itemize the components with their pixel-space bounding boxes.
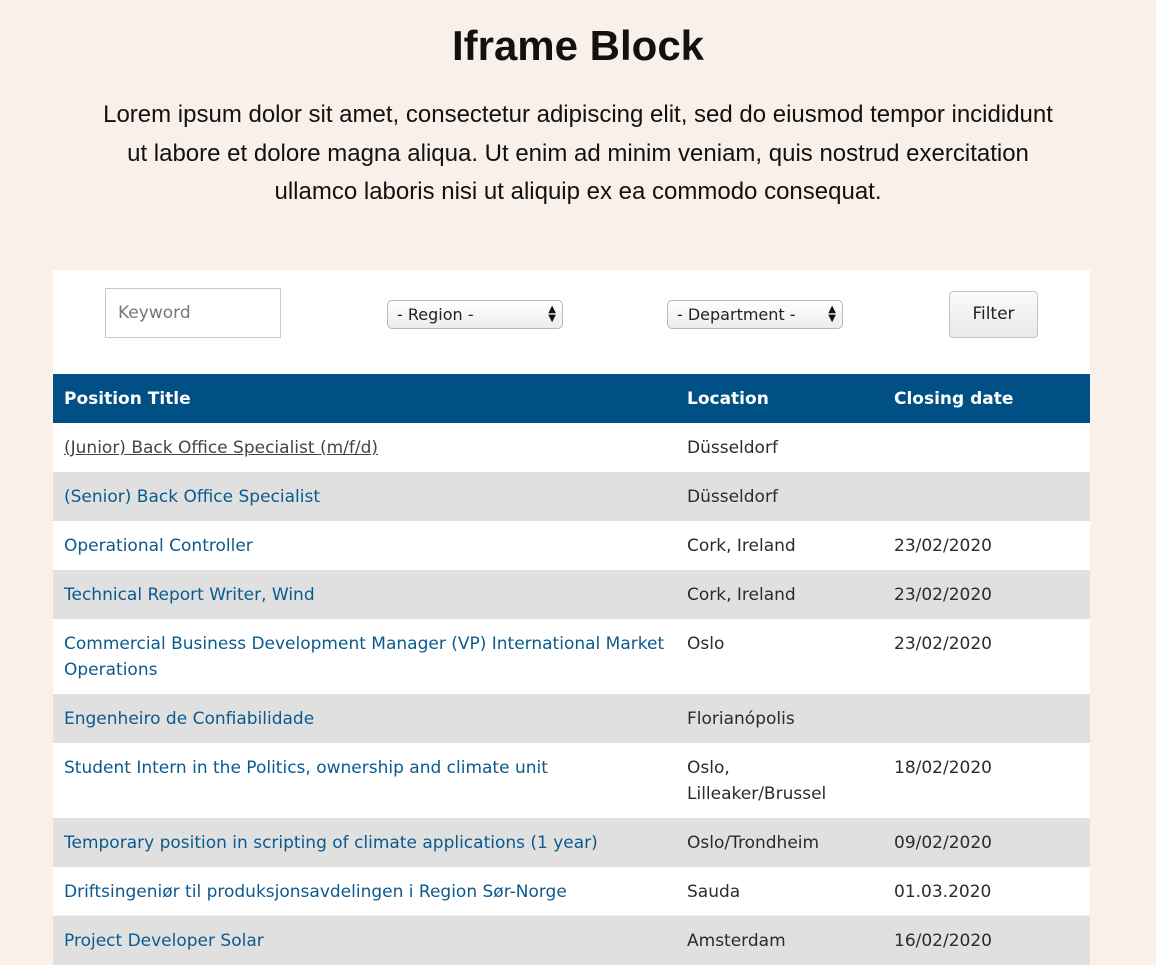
closing-date-cell (883, 423, 1090, 472)
table-row (53, 867, 1090, 916)
position-title-link[interactable]: Driftsingeniør til produksjonsavdelingen i Region Sør-Norge (64, 882, 567, 902)
intro-paragraph: Lorem ipsum dolor sit amet, consectetur adipiscing elit, sed do eiusmod tempor incididunt ut labore et dolore magna aliqua. Ut enim ad minim veniam, quis nostrud exercitation ullamco laboris nisi ut aliquip ex ea commodo consequat. (103, 101, 1053, 205)
position-title-cell (53, 423, 676, 472)
position-title-cell (53, 818, 676, 867)
position-title-cell (53, 867, 676, 916)
closing-date-cell: 23/02/2020 (894, 634, 992, 654)
position-title-link[interactable]: Operational Controller (64, 536, 253, 556)
closing-date-cell (883, 472, 1090, 521)
position-title-cell (53, 743, 676, 818)
table-row (53, 916, 1090, 965)
table-row (53, 818, 1090, 867)
department-select[interactable] (667, 300, 843, 329)
table-row (53, 743, 1090, 818)
table-row (53, 570, 1090, 619)
location-cell: Amsterdam (687, 931, 786, 951)
position-title-link[interactable]: (Junior) Back Office Specialist (m/f/d) (64, 438, 379, 458)
location-cell: Cork, Ireland (687, 585, 796, 605)
region-select-value: - Region - (397, 305, 474, 324)
closing-date-cell: 23/02/2020 (894, 536, 992, 556)
column-header-position-title[interactable]: Position Title (64, 388, 191, 409)
position-title-cell (53, 694, 676, 743)
department-select-value: - Department - (677, 305, 796, 324)
position-title-link[interactable]: Project Developer Solar (64, 931, 264, 951)
region-select[interactable] (387, 300, 563, 329)
page-title: Iframe Block (451, 22, 705, 69)
table-row (53, 619, 1090, 694)
position-title-link[interactable]: Engenheiro de Confiabilidade (64, 709, 315, 729)
table-row (53, 521, 1090, 570)
closing-date-cell: 23/02/2020 (894, 585, 992, 605)
position-title-link[interactable]: Technical Report Writer, Wind (64, 585, 315, 605)
table-row (53, 694, 1090, 743)
keyword-input[interactable] (105, 288, 281, 338)
position-title-link[interactable]: Student Intern in the Politics, ownership and climate unit (64, 758, 548, 778)
select-arrows-icon: ▲ ▼ (548, 304, 556, 324)
table-header-row (53, 374, 1090, 423)
table-row (53, 472, 1090, 521)
position-title-cell (53, 916, 676, 965)
closing-date-cell: 16/02/2020 (894, 931, 992, 951)
filter-button[interactable]: Filter (949, 291, 1038, 338)
position-title-link[interactable]: Temporary position in scripting of climate applications (1 year) (64, 833, 598, 853)
position-title-cell (53, 619, 676, 694)
job-listing-iframe (53, 270, 1090, 951)
closing-date-cell: 01.03.2020 (894, 882, 992, 902)
select-arrows-icon: ▲ ▼ (828, 304, 836, 324)
position-title-link[interactable]: Commercial Business Development Manager (VP) International Market Operations (64, 634, 665, 680)
closing-date-cell (883, 694, 1090, 743)
filter-bar (53, 270, 1090, 374)
location-cell: Oslo (687, 634, 725, 654)
closing-date-cell: 18/02/2020 (894, 758, 992, 778)
location-cell: Oslo, Lilleaker/Brussel (687, 758, 827, 804)
position-title-link[interactable]: (Senior) Back Office Specialist (64, 487, 321, 507)
position-title-cell (53, 570, 676, 619)
location-cell: Cork, Ireland (687, 536, 796, 556)
location-cell: Sauda (687, 882, 741, 902)
position-title-cell (53, 521, 676, 570)
location-cell: Düsseldorf (687, 438, 778, 458)
column-header-location[interactable]: Location (687, 388, 769, 409)
closing-date-cell: 09/02/2020 (894, 833, 992, 853)
table-row (53, 423, 1090, 472)
column-header-closing-date[interactable]: Closing date (894, 388, 1014, 409)
location-cell: Düsseldorf (687, 487, 778, 507)
position-title-cell (53, 472, 676, 521)
jobs-table (53, 374, 1090, 965)
location-cell: Oslo/Trondheim (687, 833, 820, 853)
location-cell: Florianópolis (687, 709, 795, 729)
